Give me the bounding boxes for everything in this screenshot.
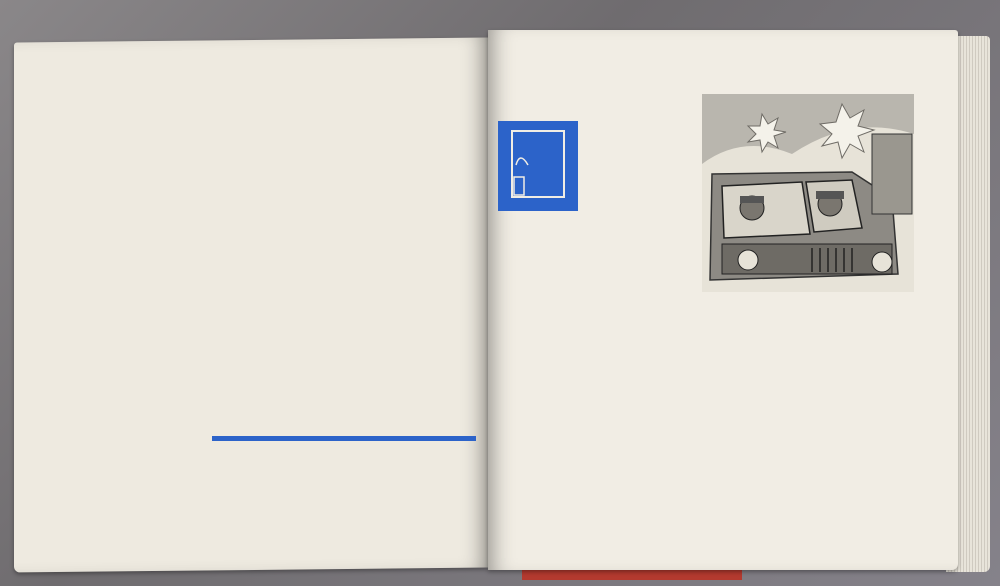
left-column-2 [290,58,480,408]
year-rule [212,436,476,441]
open-book [6,26,992,574]
right-column-2 [706,296,916,532]
drop-cap-block [498,121,578,211]
left-column-1 [88,70,282,416]
truck-illustration [702,94,914,292]
right-column-top [586,114,690,208]
drop-cap-icon [498,121,578,211]
right-column-main [498,210,694,510]
